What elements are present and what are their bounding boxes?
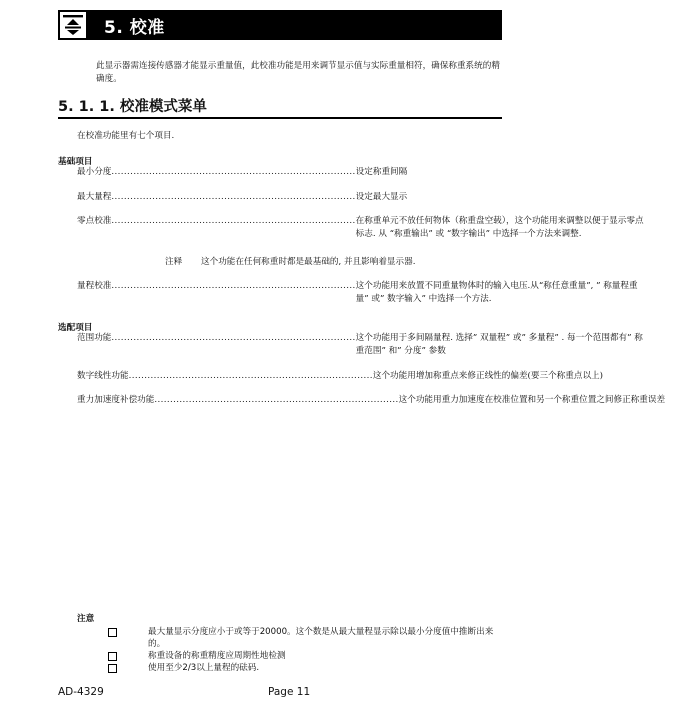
leader-dots: .............................................................................. (111, 333, 356, 343)
section-divider (58, 117, 502, 119)
menu-item-label: 零点校准 (77, 216, 112, 226)
chapter-intro-text: 此显示器需连接传感器才能显示重量值，此校准功能是用来调节显示值与实际重量相符，确保称重系统的精确度。 (96, 61, 500, 84)
chapter-header-bar (58, 10, 502, 40)
basic-items-heading: 基础项目 (58, 157, 93, 167)
menu-item-description: 这个功能用增加称重点来修正线性的偏差(要三个称重点以上) (372, 371, 604, 381)
leader-dots: .............................................................................. (111, 192, 356, 202)
checkbox-bullet-icon (108, 652, 117, 661)
note-label: 注释 (165, 257, 183, 267)
menu-item-row (77, 215, 644, 241)
document-id: AD-4329 (58, 686, 104, 698)
leader-dots: .............................................................................. (111, 281, 356, 291)
notice-item (108, 626, 503, 650)
section-intro-text: 在校准功能里有七个项目. (77, 131, 175, 141)
menu-item-label: 重力加速度补偿功能 (77, 395, 155, 405)
chapter-title: 5. 校准 (104, 18, 165, 38)
menu-item-description: 设定称重间隔 (355, 167, 408, 177)
menu-item-label: 数字线性功能 (77, 371, 129, 381)
menu-item-description: 这个功能用重力加速度在校准位置和另一个称重位置之间修正称重误差 (398, 395, 666, 405)
menu-item-description: 在称重单元不放任何物体（称重盘空载），这个功能用来调整以便于显示零点标志. 从 “称重输出” 或 “数字输出” 中选择一个方法来调整. (355, 216, 644, 239)
menu-item-row (77, 394, 666, 407)
menu-item-row (77, 191, 502, 204)
leader-dots: .............................................................................. (111, 216, 356, 226)
menu-item-description: 设定最大显示 (355, 192, 408, 202)
menu-item-row (77, 332, 643, 358)
section-heading: 5. 1. 1. 校准模式菜单 (58, 99, 207, 115)
menu-item-label: 范围功能 (77, 333, 112, 343)
notice-item (108, 662, 503, 674)
calibration-note (165, 255, 415, 267)
leader-dots: .............................................................................. (154, 395, 399, 405)
menu-item-row (77, 370, 604, 383)
notice-title: 注意 (77, 614, 95, 624)
menu-item-row (77, 166, 502, 179)
leader-dots: .............................................................................. (111, 167, 356, 177)
menu-item-label: 最小分度 (77, 167, 112, 177)
page-number: Page 11 (268, 686, 311, 698)
optional-items-heading: 选配项目 (58, 323, 93, 333)
menu-item-label: 最大量程 (77, 192, 112, 202)
checkbox-bullet-icon (108, 664, 117, 673)
scale-calibration-icon (58, 10, 88, 40)
checkbox-bullet-icon (108, 628, 117, 637)
note-text: 这个功能在任何称重时都是最基础的, 并且影响着显示器. (201, 257, 416, 267)
notice-item (108, 650, 503, 662)
notice-text: 最大量显示分度应小于或等于20000。这个数是从最大量程显示除以最小分度值中推断出来的。 (148, 627, 494, 649)
notice-text: 使用至少2/3以上量程的砝码. (148, 663, 260, 673)
menu-item-description: 这个功能用于多间隔量程. 选择” 双量程” 或” 多量程” . 每一个范围都有” 称重范围” 和” 分度” 参数 (355, 333, 643, 356)
leader-dots: .............................................................................. (128, 371, 373, 381)
notice-text: 称重设备的称重精度应周期性地检测 (148, 651, 286, 661)
menu-item-description: 这个功能用来放置不同重量物体时的输入电压.从“称任意重量”, ” 称量程重量” 或” 数字输入” 中选择一个方法. (355, 281, 638, 304)
menu-item-label: 量程校准 (77, 281, 112, 291)
menu-item-row (77, 280, 638, 306)
